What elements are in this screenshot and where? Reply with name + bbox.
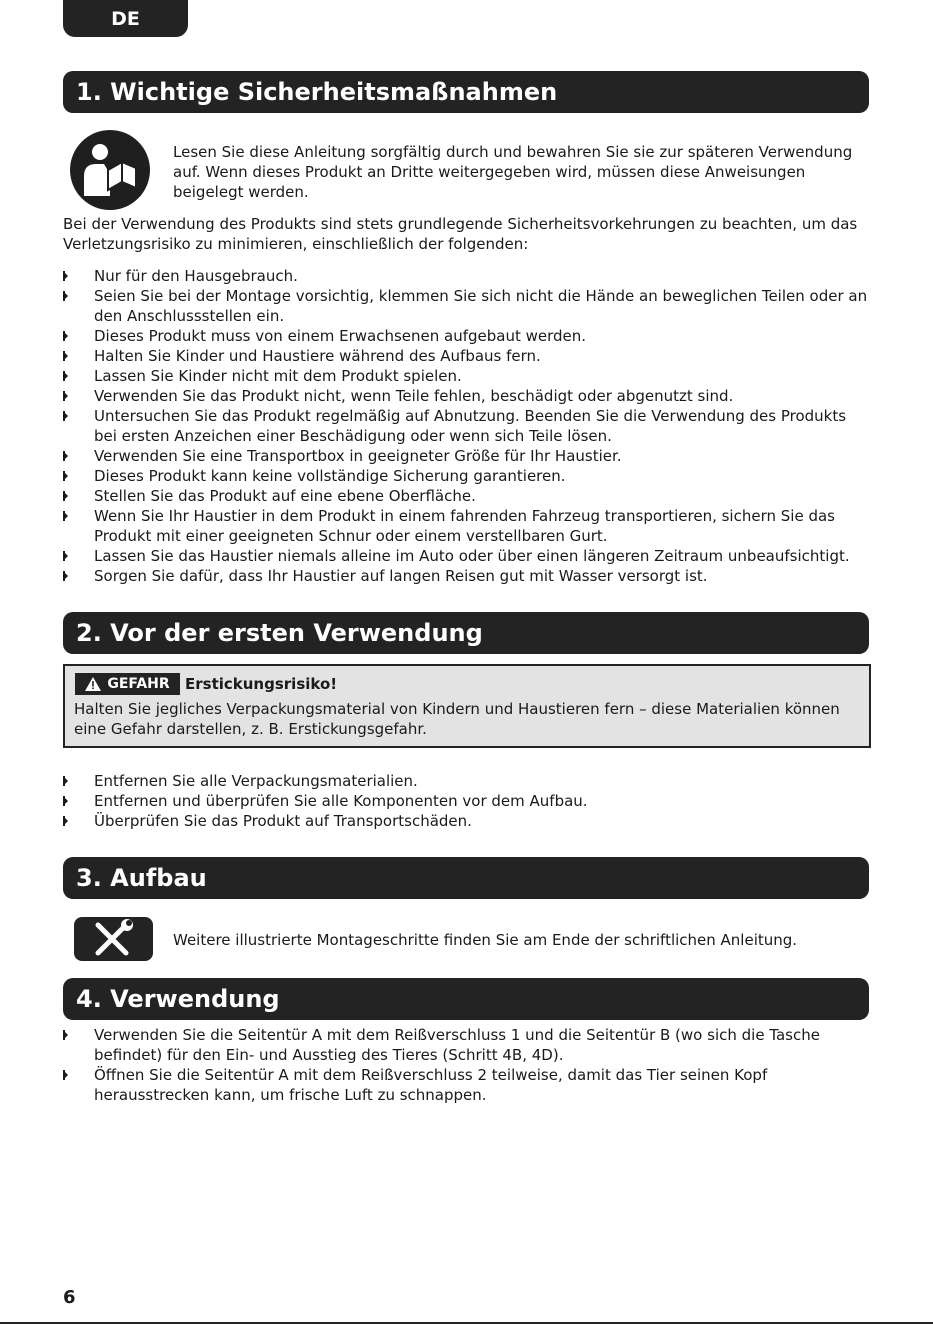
list-item: Verwenden Sie eine Transportbox in geeigneter Größe für Ihr Haustier. — [63, 446, 871, 466]
list-item: Stellen Sie das Produkt auf eine ebene Oberfläche. — [63, 486, 871, 506]
warning-triangle-icon — [85, 677, 101, 691]
first-use-list — [63, 771, 871, 831]
list-item: Untersuchen Sie das Produkt regelmäßig auf Abnutzung. Beenden Sie die Verwendung des Produkts bei ersten Anzeichen einer Beschädigung oder wenn sich Teile lösen. — [63, 406, 871, 446]
assembly-note: Weitere illustrierte Montageschritte finden Sie am Ende der schriftlichen Anleitung. — [173, 931, 798, 949]
safety-lead-text: Bei der Verwendung des Produkts sind stets grundlegende Sicherheitsvorkehrungen zu beachten, um das Verletzungsrisiko zu minimieren, einschließlich der folgenden: — [63, 215, 858, 253]
tools-icon — [74, 917, 153, 961]
read-manual-icon — [70, 130, 150, 210]
section-1-header: 1. Wichtige Sicherheitsmaßnahmen — [63, 71, 869, 113]
list-item: Dieses Produkt muss von einem Erwachsenen aufgebaut werden. — [63, 326, 871, 346]
danger-title: Erstickungsrisiko! — [185, 675, 338, 693]
list-item: Verwenden Sie das Produkt nicht, wenn Teile fehlen, beschädigt oder abgenutzt sind. — [63, 386, 871, 406]
language-tab: DE — [63, 0, 188, 37]
list-item: Sorgen Sie dafür, dass Ihr Haustier auf langen Reisen gut mit Wasser versorgt ist. — [63, 566, 871, 586]
section-3-header: 3. Aufbau — [63, 857, 869, 899]
list-item: Verwenden Sie die Seitentür A mit dem Reißverschluss 1 und die Seitentür B (wo sich die Tasche befindet) für den Ein- und Ausstieg des Tieres (Schritt 4B, 4D). — [63, 1025, 871, 1065]
section-2-header: 2. Vor der ersten Verwendung — [63, 612, 869, 654]
safety-intro-text: Lesen Sie diese Anleitung sorgfältig durch und bewahren Sie sie zur späteren Verwendung auf. Wenn dieses Produkt an Dritte weitergegeben wird, müssen diese Anweisungen beigelegt werden. — [173, 143, 853, 201]
list-item: Lassen Sie Kinder nicht mit dem Produkt spielen. — [63, 366, 871, 386]
usage-list — [63, 1025, 871, 1105]
list-item: Halten Sie Kinder und Haustiere während des Aufbaus fern. — [63, 346, 871, 366]
list-item: Entfernen Sie alle Verpackungsmaterialien. — [63, 771, 871, 791]
danger-warning-box — [63, 664, 871, 748]
safety-list — [63, 266, 871, 586]
danger-label: GEFAHR — [75, 673, 180, 695]
list-item: Seien Sie bei der Montage vorsichtig, klemmen Sie sich nicht die Hände an beweglichen Teilen oder an den Anschlussstellen ein. — [63, 286, 871, 326]
list-item: Lassen Sie das Haustier niemals alleine im Auto oder über einen längeren Zeitraum unbeaufsichtigt. — [63, 546, 871, 566]
list-item: Dieses Produkt kann keine vollständige Sicherung garantieren. — [63, 466, 871, 486]
danger-text: Halten Sie jegliches Verpackungsmaterial von Kindern und Haustieren fern – diese Materialien können eine Gefahr darstellen, z. B. Erstickungsgefahr. — [74, 700, 840, 738]
section-4-header: 4. Verwendung — [63, 978, 869, 1020]
page-number: 6 — [63, 1287, 76, 1308]
list-item: Öffnen Sie die Seitentür A mit dem Reißverschluss 2 teilweise, damit das Tier seinen Kopf herausstrecken kann, um frische Luft zu schnappen. — [63, 1065, 871, 1105]
list-item: Entfernen und überprüfen Sie alle Komponenten vor dem Aufbau. — [63, 791, 871, 811]
list-item: Nur für den Hausgebrauch. — [63, 266, 871, 286]
list-item: Überprüfen Sie das Produkt auf Transportschäden. — [63, 811, 871, 831]
list-item: Wenn Sie Ihr Haustier in dem Produkt in einem fahrenden Fahrzeug transportieren, sichern Sie das Produkt mit einer geeigneten Schnur oder einem verstellbaren Gurt. — [63, 506, 871, 546]
